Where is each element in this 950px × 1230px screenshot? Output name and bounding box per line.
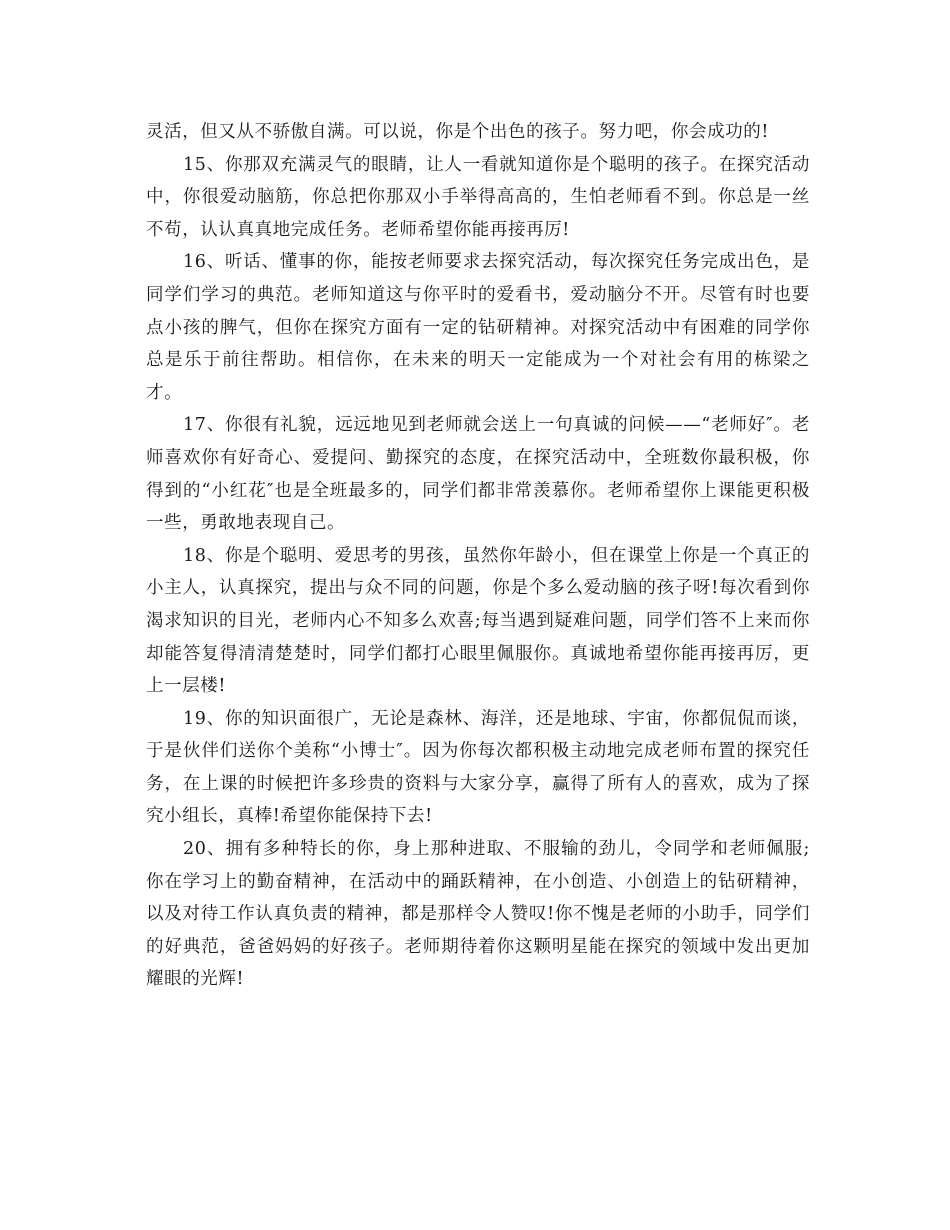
- paragraph-15: 15、你那双充满灵气的眼睛，让人一看就知道你是个聪明的孩子。在探究活动中，你很爱动脑筋，你总把你那双小手举得高高的，生怕老师看不到。你总是一丝不苟，认认真真地完成任务。老师希望你能再接再厉!: [146, 154, 810, 240]
- paragraph-17: 17、你很有礼貌，远远地见到老师就会送上一句真诚的问候——“老师好″。老师喜欢你有好奇心、爱提问、勤探究的态度，在探究活动中，全班数你最积极，你得到的“小红花″也是全班最多的，同学们都非常羡慕你。老师希望你上课能更积极一些，勇敢地表现自己。: [146, 415, 810, 534]
- paragraph-20: 20、拥有多种特长的你，身上那种进取、不服输的劲儿，令同学和老师佩服;你在学习上的勤奋精神，在活动中的踊跃精神，在小创造、小创造上的钻研精神，以及对待工作认真负责的精神，都是那样令人赞叹!你不愧是老师的小助手，同学们的好典范，爸爸妈妈的好孩子。老师期待着你这颗明星能在探究的领域中发出更加耀眼的光辉!: [146, 839, 810, 990]
- document-page: [146, 116, 810, 996]
- paragraph-18: 18、你是个聪明、爱思考的男孩，虽然你年龄小，但在课堂上你是一个真正的小主人，认真探究，提出与众不同的问题，你是个多么爱动脑的孩子呀!每次看到你渴求知识的目光，老师内心不知多么欢喜;每当遇到疑难问题，同学们答不上来而你却能答复得清清楚楚时，同学们都打心眼里佩服你。真诚地希望你能再接再厉，更上一层楼!: [146, 545, 810, 697]
- paragraph-19: 19、你的知识面很广，无论是森林、海洋，还是地球、宇宙，你都侃侃而谈，于是伙伴们送你个美称“小博士″。因为你每次都积极主动地完成老师布置的探究任务，在上课的时候把许多珍贵的资料与大家分享，赢得了所有人的喜欢，成为了探究小组长，真棒!希望你能保持下去!: [146, 708, 810, 827]
- paragraph-16: 16、听话、懂事的你，能按老师要求去探究活动，每次探究任务完成出色，是同学们学习的典范。老师知道这与你平时的爱看书，爱动脑分不开。尽管有时也要点小孩的脾气，但你在探究方面有一定的钻研精神。对探究活动中有困难的同学你总是乐于前往帮助。相信你，在未来的明天一定能成为一个对社会有用的栋梁之才。: [146, 252, 810, 403]
- paragraph-continued: 灵活，但又从不骄傲自满。可以说，你是个出色的孩子。努力吧，你会成功的!: [146, 122, 770, 142]
